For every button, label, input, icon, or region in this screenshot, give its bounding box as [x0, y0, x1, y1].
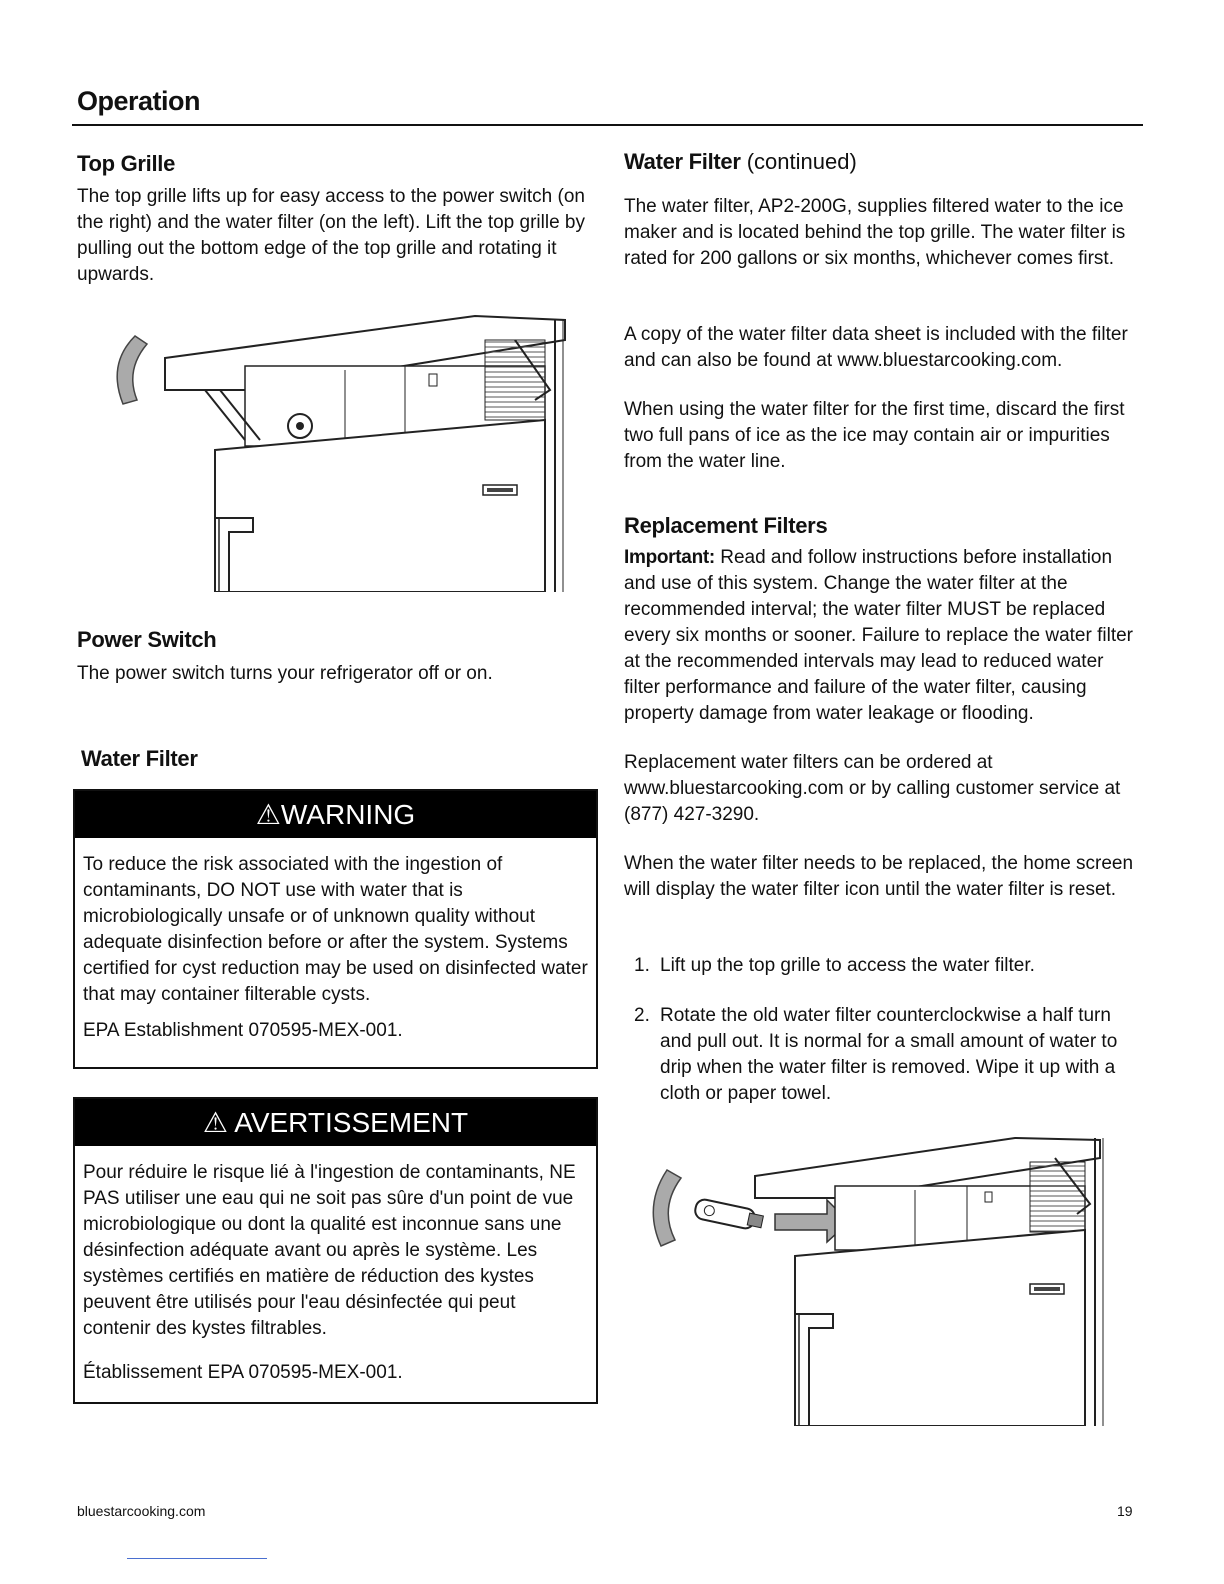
footer-link-underline — [127, 1558, 267, 1559]
step-number: 1. — [634, 955, 650, 976]
warning-title: WARNING — [280, 799, 416, 830]
top-grille-text: The top grille lifts up for easy access to the power switch (on the right) and the water filter (on the left). Lift the top grille by pulling out the bottom edge of the top grille and rotating it upwards. — [77, 186, 585, 285]
page-title: Operation — [77, 86, 201, 116]
footer-site: bluestarcooking.com — [77, 1503, 206, 1519]
step-text: Lift up the top grille to access the water filter. — [660, 955, 1035, 976]
list-item — [624, 1003, 1138, 1107]
title-rule — [72, 124, 1143, 126]
warning-box — [73, 789, 598, 1069]
important-text: Read and follow instructions before installation and use of this system. Change the water filter at the recommended interval; the water filter MUST be replaced every six months or sooner. Failure to replace the water filter at the recommended intervals may lead to reduced water filter performance and failure of the water filter, causing property damage from water leakage or flooding. — [624, 547, 1134, 724]
important-label: Important: — [624, 547, 715, 568]
water-filter-p3: When using the water filter for the first time, discard the first two full pans of ice as the ice may contain air or impurities from the water line. — [624, 399, 1125, 472]
avertissement-epa: Établissement EPA 070595-MEX-001. — [83, 1362, 403, 1383]
warning-triangle-icon: ⚠ — [202, 1107, 228, 1138]
replacement-heading: Replacement Filters — [624, 513, 828, 538]
water-filter-p1: The water filter, AP2-200G, supplies filtered water to the ice maker and is located behind the top grille. The water filter is rated for 200 gallons or six months, whichever comes first. — [624, 196, 1126, 269]
step-number: 2. — [634, 1005, 650, 1026]
warning-header — [75, 791, 596, 838]
water-filter-cont-suffix: (continued) — [740, 149, 857, 174]
list-item — [624, 953, 1138, 979]
avertissement-text: Pour réduire le risque lié à l'ingestion de contaminants, NE PAS utiliser une eau qui ne soit pas sûre d'un point de vue microbiologique ou dont la qualité est inconnue sans une désinfection adéquate avant ou après le système. Les systèmes certifiés en matière de réduction des kystes peuvent être utilisés pour l'eau désinfectée qui peut contenir des kystes filtrables. — [83, 1162, 576, 1339]
water-filter-cont-title: Water Filter — [624, 149, 741, 174]
warning-text: To reduce the risk associated with the ingestion of contaminants, DO NOT use with water that is microbiologically unsafe or of unknown quality without adequate disinfection before or after the system. Systems certified for cyst reduction may be used on disinfected water that may container filterable cysts. — [83, 854, 588, 1005]
power-switch-text: The power switch turns your refrigerator off or on. — [77, 663, 493, 684]
replacement-important — [624, 545, 1136, 727]
avertissement-header — [75, 1099, 596, 1146]
page-number: 19 — [1117, 1503, 1133, 1519]
replacement-steps — [624, 953, 1138, 1107]
water-filter-p2: A copy of the water filter data sheet is included with the filter and can also be found at www.bluestarcooking.com. — [624, 324, 1128, 371]
water-filter-heading: Water Filter — [81, 746, 198, 771]
power-switch-heading: Power Switch — [77, 627, 217, 652]
replacement-order: Replacement water filters can be ordered at www.bluestarcooking.com or by calling customer service at (877) 427-3290. — [624, 752, 1121, 825]
step-text: Rotate the old water filter counterclockwise a half turn and pull out. It is normal for a small amount of water to drip when the water filter is removed. Wipe it up with a cloth or paper towel. — [660, 1005, 1118, 1104]
avertissement-title: AVERTISSEMENT — [234, 1107, 469, 1138]
top-grille-heading: Top Grille — [77, 151, 176, 176]
filter-removal-illustration — [645, 1134, 1110, 1426]
warning-epa: EPA Establishment 070595-MEX-001. — [83, 1020, 403, 1041]
avertissement-box — [73, 1097, 598, 1404]
top-grille-illustration — [95, 300, 575, 592]
water-filter-cont-heading — [624, 149, 857, 175]
replacement-icon-text: When the water filter needs to be replaced, the home screen will display the water filter icon until the water filter is reset. — [624, 853, 1134, 900]
warning-triangle-icon: ⚠ — [255, 799, 281, 830]
